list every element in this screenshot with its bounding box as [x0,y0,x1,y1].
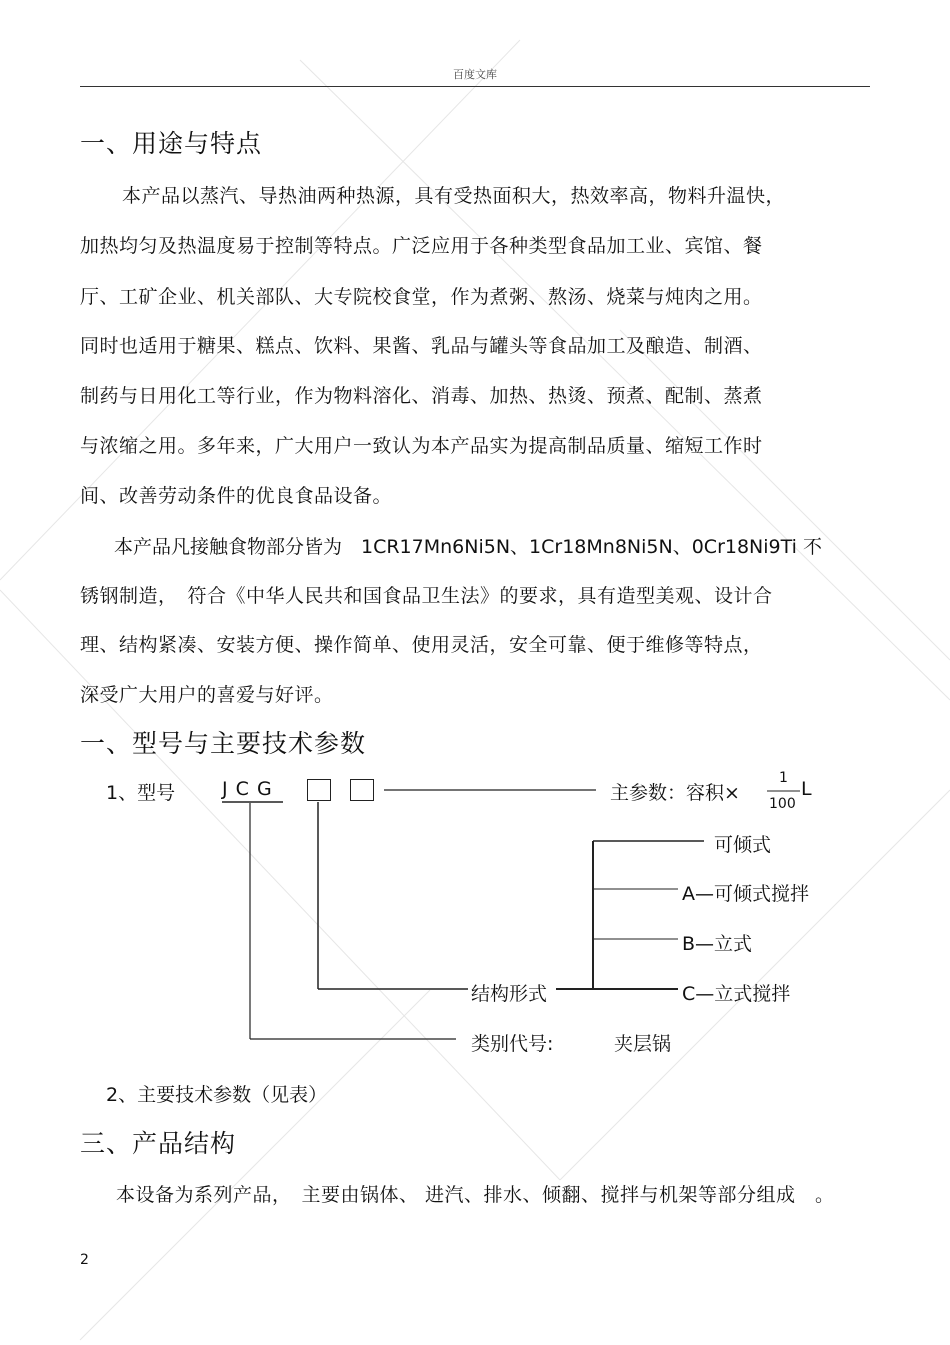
section3-para: 本设备为系列产品， 主要由锅体、 进汽、排水、倾翻、搅拌与机架等部分组成 。 [116,1184,835,1206]
fraction-unit: L [801,778,812,800]
section1-para2-line: 锈钢制造， 符合《中华人民共和国食品卫生法》的要求，具有造型美观、设计合 [80,585,773,607]
model-code: J C G [222,778,273,800]
page-number: 2 [80,1252,89,1268]
section3-title: 三、产品结构 [80,1129,237,1158]
structure-form-label: 结构形式 [471,983,548,1005]
section1-para2-line: 深受广大用户的喜爱与好评。 [80,684,334,706]
fraction-numerator: 1 [779,770,788,786]
section1-para1-line: 本产品以蒸汽、导热油两种热源，具有受热面积大，热效率高，物料升温快， [122,185,786,207]
type-option: A—可倾式搅拌 [682,883,809,905]
section2-title: 一、型号与主要技术参数 [80,729,367,758]
section1-para1-line: 间、改善劳动条件的优良食品设备。 [80,485,393,507]
main-param-label: 主参数：容积× [610,782,740,804]
section1-para1-line: 加热均匀及热温度易于控制等特点。广泛应用于各种类型食品加工业、宾馆、餐 [80,235,763,257]
category-code-label: 类别代号: [471,1033,554,1055]
type-option: 可倾式 [714,834,772,856]
section1-para2-line: 本产品凡接触食物部分皆为 1CR17Mn6Ni5N、1Cr18Mn8Ni5N、0Cr18Ni9Ti 不 [114,536,822,558]
section1-para1-line: 与浓缩之用。多年来，广大用户一致认为本产品实为提高制品质量、缩短工作时 [80,435,763,457]
fraction-denominator: 100 [769,796,796,812]
section1-para1-line: 厅、工矿企业、机关部队、大专院校食堂，作为煮粥、熬汤、烧菜与炖肉之用。 [80,286,763,308]
header-site-name: 百度文库 [453,68,497,81]
category-code-value: 夹层锅 [614,1033,672,1055]
section1-para2-line: 理、结构紧凑、安装方便、操作简单、使用灵活，安全可靠、便于维修等特点， [80,634,763,656]
section1-para1-line: 同时也适用于糖果、糕点、饮料、果酱、乳品与罐头等食品加工及酿造、制酒、 [80,335,763,357]
type-option: C—立式搅拌 [682,983,791,1005]
section1-title: 一、用途与特点 [80,129,263,158]
main-params-item: 2、主要技术参数（见表） [106,1084,328,1106]
model-item-label: 1、型号 [106,782,176,804]
section1-para1-line: 制药与日用化工等行业，作为物料溶化、消毒、加热、热烫、预煮、配制、蒸煮 [80,385,763,407]
type-option: B—立式 [682,933,753,955]
